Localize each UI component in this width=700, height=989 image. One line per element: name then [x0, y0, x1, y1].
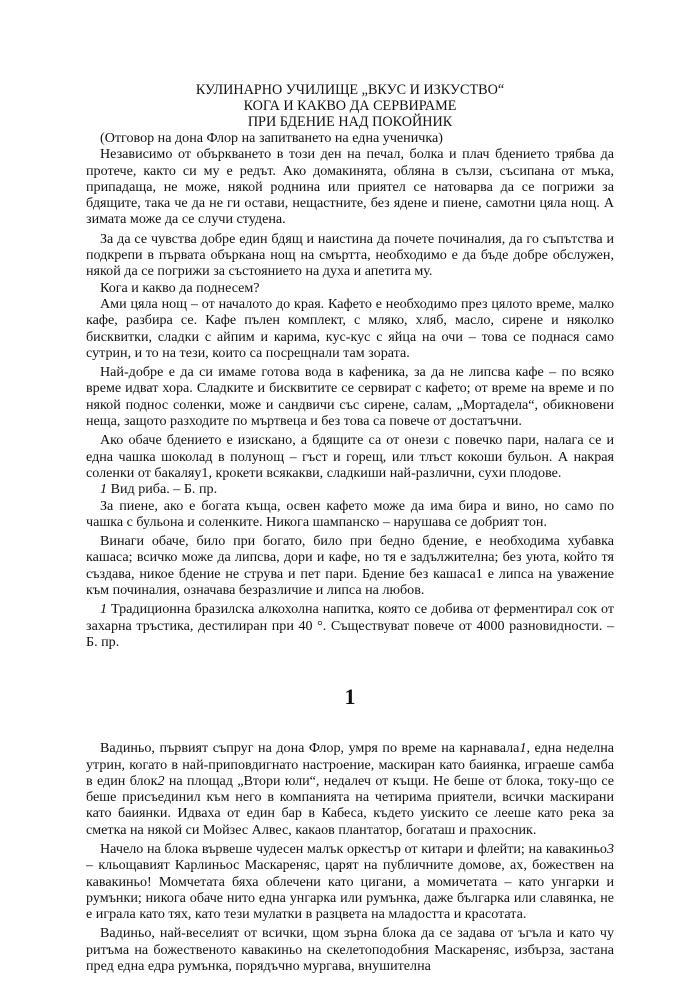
header-block — [86, 82, 614, 130]
footnote-marker: 1 — [519, 740, 527, 757]
footnote-text: Традиционна бразилска алкохолна напитка, която се добива от ферментирал сок от захарна тръстика, дестилиран при 40 °. Съществуват повече от 4000 разновидности. – Б. пр. — [86, 601, 614, 650]
footnote-number: 1 — [100, 601, 108, 618]
footnote — [86, 481, 614, 497]
paragraph: Вадиньо, първият съпруг на дона Флор, умря по време на карнавала1, една неделна утрин, когато в най-приповдигнато настроение, маскиран като баиянка, играеше самба в един блок2 на площад „Втори юли“, недалеч от къщи. Не беше от блока, току-що се беше присъединил към него в компанията на четирима приятели, всички маскирани като баиянки. Идваха от един бар в Кабеса, където уискито се лееше като река за сметка на някой си Мойзес Алвес, какаов плантатор, богаташ и прахосник. — [86, 740, 615, 838]
school-title: КУЛИНАРНО УЧИЛИЩЕ „ВКУС И ИЗКУСТВО“ — [195, 82, 505, 98]
paragraph: Вадиньо, най-веселият от всички, щом зърна блока да се задава от ъгъла и като чу ритъма на божественото кавакиньо на скелетоподобния Маскареняс, избърза, застана пред една едра румънка, порядъчно мургава, внушителна — [86, 925, 614, 975]
paragraph: Най-добре е да си имаме готова вода в кафеника, за да не липсва кафе – по всяко време идват хора. Сладките и бисквитите се сервират с кафето; от време на време и по някой поднос соленки, може и сандвичи със сирене, салам, „Мортадела“, обикновени неща, защото разходите по мъртвеца и без това са повече от достатъчни. — [86, 364, 614, 430]
section-subtitle: ПРИ БДЕНИЕ НАД ПОКОЙНИК — [247, 114, 453, 130]
footnote-text: Вид риба. – Б. пр. — [107, 481, 218, 498]
question-line: Кога и какво да поднесем? — [100, 279, 260, 296]
paragraph: Винаги обаче, било при богато, било при бедно бдение, е необходима хубавка кашаса; всичко може да липсва, дори и кафе, но тя е задължителна; без уюта, който тя създава, никое бдение не струва и пет пари. Бдение без кашаса1 е липса на уважение към починалия, означава безразличие и липса на любов. — [86, 533, 614, 599]
paragraph: Ами цяла нощ – от началото до края. Кафето е необходимо през цялото време, малко кафе, разбира се. Кафе пълен комплект, с мляко, хляб, масло, сирене и няколко бисквитки, сладки с айпим и карима, кус-кус с яйца на очи – това се поднася само сутрин, и то на тези, които са посрещнали там зората. — [86, 295, 614, 361]
paragraph: Ако обаче бдението е изискано, а бдящите са от онези с повечко пари, налага се и една чашка шоколад в полунощ – гъст и горещ, или тлъст кокоши бульон. А накрая соленки от бакаляу1, крокети всякакви, сладкиши най-различни, сухи плодове. — [86, 432, 614, 481]
paragraph: Независимо от объркването в този ден на печал, болка и плач бдението трябва да протече, както си му е редът. Ако домакинята, обляна в сълзи, съсипана от мъка, припадаща, не може, някой роднина или приятел се натоварва да се погрижи за бдящите, така че да не ги остави, нещастните, без ядене и пиене, самотни цяла нощ. А зимата може да се случи студена. — [86, 146, 614, 228]
paragraph: За да се чувства добре един бдящ и наистина да почете починалия, да го съпътства и подкрепи в първата объркана нощ на смъртта, необходимо е да бъде добре обслужен, някой да се погрижи за състоянието на духа и апетита му. — [86, 230, 614, 280]
footnote-number: 1 — [100, 481, 108, 498]
chapter-number: 1 — [344, 684, 356, 710]
footnote-marker: 2 — [157, 772, 165, 789]
paragraph: Начело на блока вървеше чудесен малък оркестър от китари и флейти; на кавакиньо3 – кльощавият Карлиньос Маскареняс, царят на публичните домове, ах, божествен на кавакиньо! Момчетата бяха облечени като цигани, а момичетата – като унгарки и румънки; никога обаче нито една унгарка или румънка, даже българка или славянка, не е играла като тях, като тези мулатки в разцвета на младостта и красотата. — [86, 840, 614, 923]
intro-note: (Отговор на дона Флор на запитването на една ученичка) — [100, 130, 443, 146]
paragraph: За пиене, ако е богата къща, освен кафето може да има бира и вино, но само по чашка с бульона и соленките. Никога шампанско – нарушава се добрият тон. — [86, 497, 614, 530]
section-title: КОГА И КАКВО ДА СЕРВИРАМЕ — [243, 98, 457, 114]
footnote-marker: 3 — [606, 840, 614, 857]
footnote — [86, 601, 614, 650]
